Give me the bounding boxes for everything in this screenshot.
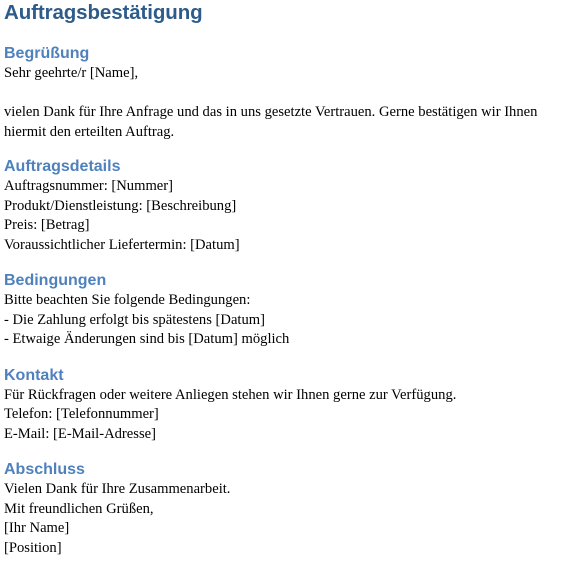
contact-intro-text: Für Rückfragen oder weitere Anliegen stehen wir Ihnen gerne zur Verfügung.: [4, 386, 457, 403]
section-heading-details: Auftragsdetails: [4, 158, 121, 175]
blank-line: [4, 84, 560, 104]
product-text: Produkt/Dienstleistung: [Beschreibung]: [4, 197, 237, 214]
section-heading-greeting: Begrüßung: [4, 45, 90, 62]
document-page: [4, 0, 560, 558]
signer-position-text: [Position]: [4, 539, 62, 556]
email-text: E-Mail: [E-Mail-Adresse]: [4, 425, 156, 442]
order-number-text: Auftragsnummer: [Nummer]: [4, 178, 173, 194]
section-heading-closing: Abschluss: [4, 461, 85, 478]
greeting-body-line: hiermit den erteilten Auftrag.: [4, 123, 175, 140]
greeting-body-line: vielen Dank für Ihre Anfrage und das in uns gesetzte Vertrauen. Gerne bestätigen wir Ihnen: [4, 104, 538, 120]
terms-list-item: - Die Zahlung erfolgt bis spätestens [Datum]: [4, 311, 265, 328]
terms-intro-text: Bitte beachten Sie folgende Bedingungen:: [4, 292, 251, 308]
document-title: Auftragsbestätigung: [4, 1, 203, 24]
regards-text: Mit freundlichen Grüßen,: [4, 500, 154, 517]
section-heading-contact: Kontakt: [4, 366, 64, 384]
price-text: Preis: [Betrag]: [4, 217, 90, 233]
delivery-date-text: Voraussichtlicher Liefertermin: [Datum]: [4, 236, 240, 253]
thanks-text: Vielen Dank für Ihre Zusammenarbeit.: [4, 481, 231, 497]
section-heading-terms: Bedingungen: [4, 272, 107, 289]
phone-text: Telefon: [Telefonnummer]: [4, 406, 159, 422]
signer-name-text: [Ihr Name]: [4, 520, 70, 536]
salutation-text: Sehr geehrte/r [Name],: [4, 65, 139, 81]
terms-list-item: - Etwaige Änderungen sind bis [Datum] möglich: [4, 331, 290, 347]
